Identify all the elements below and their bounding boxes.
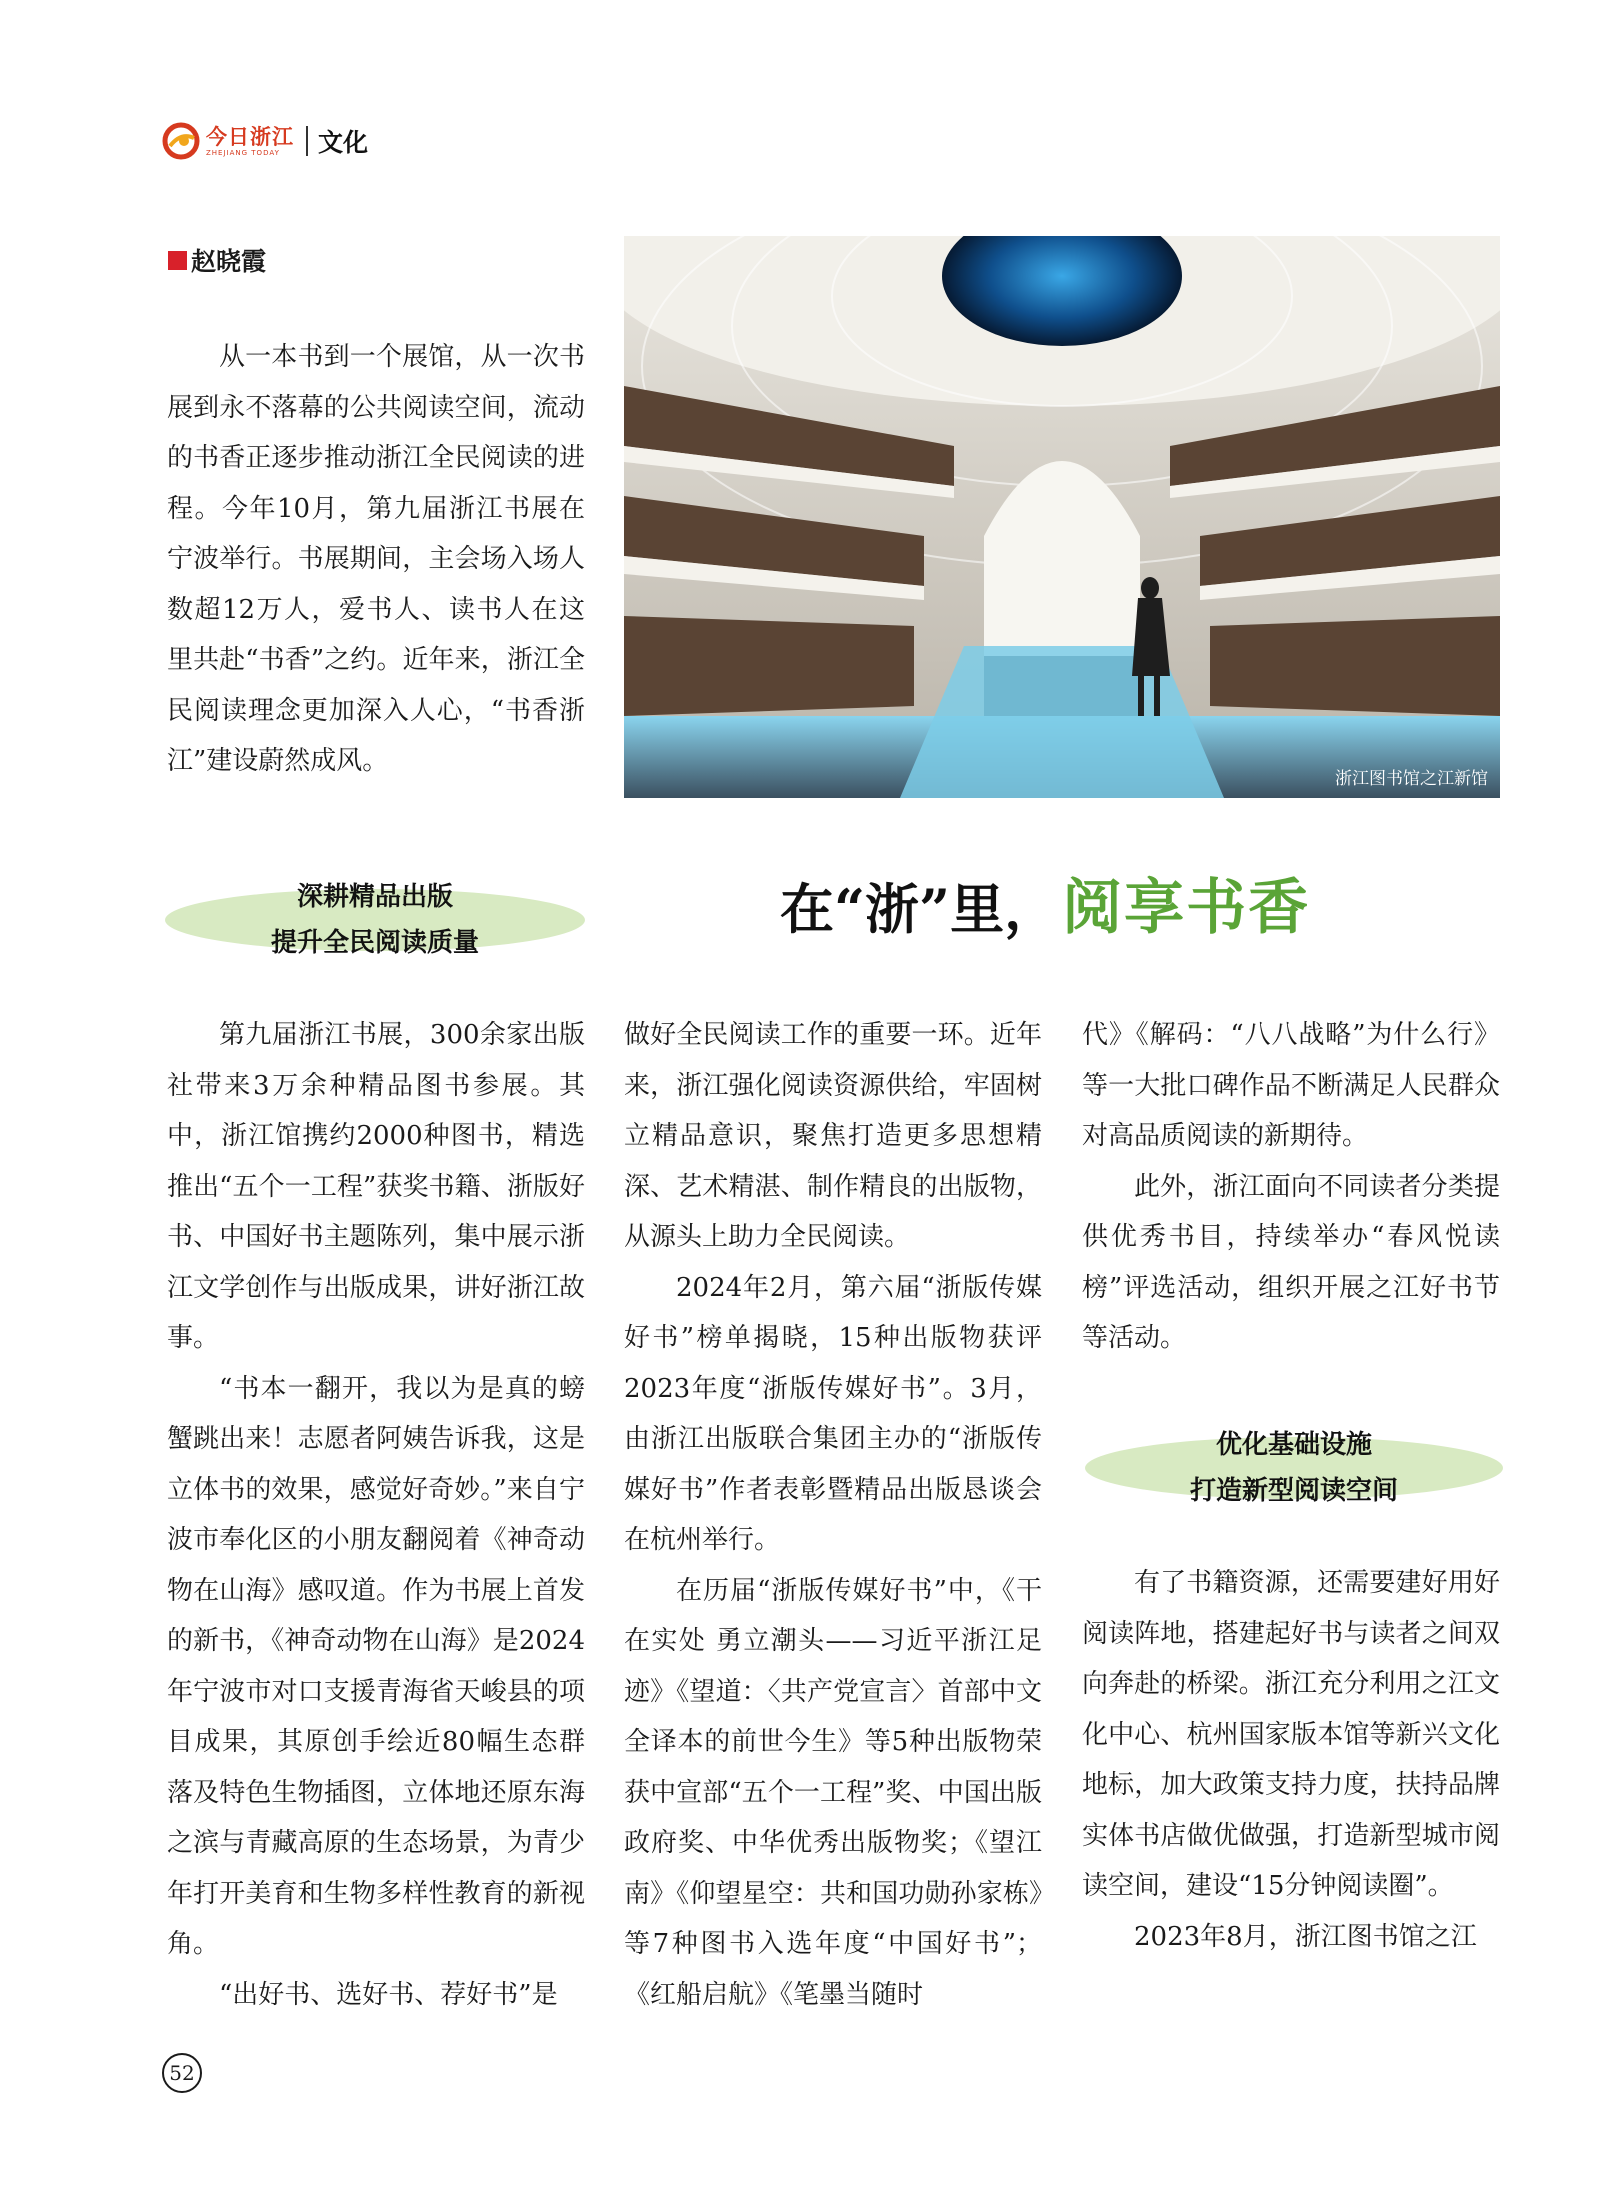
col1-paragraph-1: 第九届浙江书展，300余家出版社带来3万余种精品图书参展。其中，浙江馆携约2000种图书，精选推出“五个一工程”获奖书籍、浙版好书、中国好书主题陈列，集中展示浙江文学创作与出版成果，讲好浙江故事。 [167,1020,585,1353]
col3b-paragraph-2: 2023年8月，浙江图书馆之江 [1134,1921,1477,1952]
subheading-infrastructure [1085,1418,1503,1518]
subheading-text [1190,1422,1398,1514]
subheading-line2: 打造新型阅读空间 [1189,1476,1398,1506]
photo-caption: 浙江图书馆之江新馆 [1335,769,1488,789]
title-main: 在“浙”里， [780,877,1059,941]
subheading-publishing [165,870,585,970]
magazine-logo [206,123,294,157]
col1-paragraph-3: “出好书、选好书、荐好书”是 [219,1979,558,2010]
col1-paragraph-2: “书本一翻开，我以为是真的螃蟹跳出来！志愿者阿姨告诉我，这是立体书的效果，感觉好奇妙。”来自宁波市奉化区的小朋友翻阅着《神奇动物在山海》感叹道。作为书展上首发的新书，《神奇动物在山海》是2024年宁波市对口支援青海省天峻县的项目成果，其原创手绘近80幅生态群落及特色生物插图，立体地还原东海之滨与青藏高原的生态场景，为青少年打开美育和生物多样性教育的新视角。 [167,1373,585,1959]
subheading-line1: 深耕精品出版 [296,882,453,912]
column-1 [167,1010,585,2020]
col2-paragraph-2: 2024年2月，第六届“浙版传媒好书”榜单揭晓，15种出版物获评2023年度“浙版传媒好书”。3月，由浙江出版联合集团主办的“浙版传媒好书”作者表彰暨精品出版恳谈会在杭州举行。 [624,1272,1042,1555]
magazine-logo-icon [162,122,200,160]
magazine-header [162,118,368,164]
column-3 [1082,1010,1500,1364]
logo-cn: 今日浙江 [206,123,294,149]
article-title [780,860,1310,946]
subheading-text [271,874,479,966]
subheading-line1: 优化基础设施 [1215,1430,1372,1460]
intro-text: 从一本书到一个展馆，从一次书展到永不落幕的公共阅读空间，流动的书香正逐步推动浙江全民阅读的进程。今年10月，第九届浙江书展在宁波举行。书展期间，主会场入场人数超12万人，爱书人、读书人在这里共赴“书香”之约。近年来，浙江全民阅读理念更加深入人心，“书香浙江”建设蔚然成风。 [167,342,585,776]
library-photo [624,236,1500,798]
col3-paragraph-2: 此外，浙江面向不同读者分类提供优秀书目，持续举办“春风悦读榜”评选活动，组织开展之江好书节等活动。 [1082,1171,1500,1353]
author-name: 赵晓霞 [191,247,267,276]
col3b-paragraph-1: 有了书籍资源，还需要建好用好阅读阵地，搭建起好书与读者之间双向奔赴的桥梁。浙江充分利用之江文化中心、杭州国家版本馆等新兴文化地标，加大政策支持力度，扶持品牌实体书店做优做强，打造新型城市阅读空间，建设“15分钟阅读圈”。 [1082,1568,1500,1901]
page-number: 52 [162,2053,202,2093]
section-name: 文化 [318,128,369,157]
header-divider [306,126,308,156]
logo-en: ZHEJIANG TODAY [206,148,280,157]
title-accent: 阅享书香 [1062,873,1311,943]
column-3-lower [1082,1558,1500,1962]
author-byline [168,242,266,278]
author-marker [168,251,187,270]
col2-paragraph-3: 在历届“浙版传媒好书”中，《干在实处 勇立潮头——习近平浙江足迹》《望道：〈共产党宣言〉首部中文全译本的前世今生》等5种出版物荣获中宣部“五个一工程”奖、中国出版政府奖、中华优秀出版物奖；《望江南》《仰望星空：共和国功勋孙家栋》等7种图书入选年度“中国好书”；《红船启航》《笔墨当随时 [624,1575,1042,2010]
column-2 [624,1010,1042,2020]
col2-paragraph-1: 做好全民阅读工作的重要一环。近年来，浙江强化阅读资源供给，牢固树立精品意识，聚焦打造更多思想精深、艺术精湛、制作精良的出版物，从源头上助力全民阅读。 [624,1020,1042,1252]
col3-paragraph-1: 代》《解码：“八八战略”为什么行》等一大批口碑作品不断满足人民群众对高品质阅读的新期待。 [1082,1020,1500,1151]
intro-paragraph [167,332,585,787]
subheading-line2: 提升全民阅读质量 [270,928,479,958]
